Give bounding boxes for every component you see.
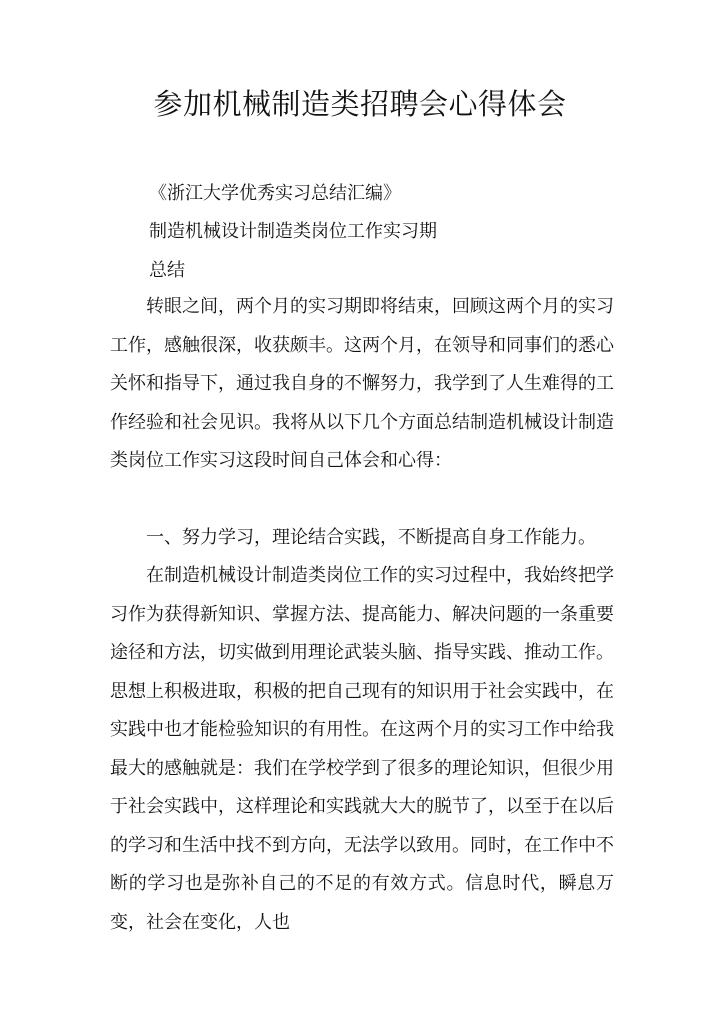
subtitle-line-2: 总结 [149, 260, 185, 281]
paragraph-body-1: 在制造机械设计制造类岗位工作的实习过程中，我始终把学习作为获得新知识、掌握方法、提高能力、解决问题的一条重要途径和方法，切实做到用理论武装头脑、指导实践、推动工作。思想上积极进取，积极的把自己现有的知识用于社会实践中，在实践中也才能检验知识的有用性。在这两个月的实习工作中给我最大的感触就是：我们在学校学到了很多的理论知识，但很少用于社会实践中，这样理论和实践就大大的脱节了，以至于在以后的学习和生活中找不到方向，无法学以致用。同时，在工作中不断的学习也是弥补自己的不足的有效方式。信息时代，瞬息万变，社会在变化，人也 [110, 565, 614, 933]
document-title: 参加机械制造类招聘会心得体会 [153, 87, 567, 121]
paragraph-intro: 转眼之间，两个月的实习期即将结束，回顾这两个月的实习工作，感触很深，收获颇丰。这两个月，在领导和同事们的悉心关怀和指导下，通过我自身的不懈努力，我学到了人生难得的工作经验和社会见识。我将从以下几个方面总结制造机械设计制造类岗位工作实习这段时间自己体会和心得： [110, 296, 614, 471]
paragraph-heading-1: 一、努力学习，理论结合实践，不断提高自身工作能力。 [146, 527, 596, 548]
source-line: 《浙江大学优秀实习总结汇编》 [149, 183, 401, 204]
subtitle-line-1: 制造机械设计制造类岗位工作实习期 [149, 221, 437, 242]
